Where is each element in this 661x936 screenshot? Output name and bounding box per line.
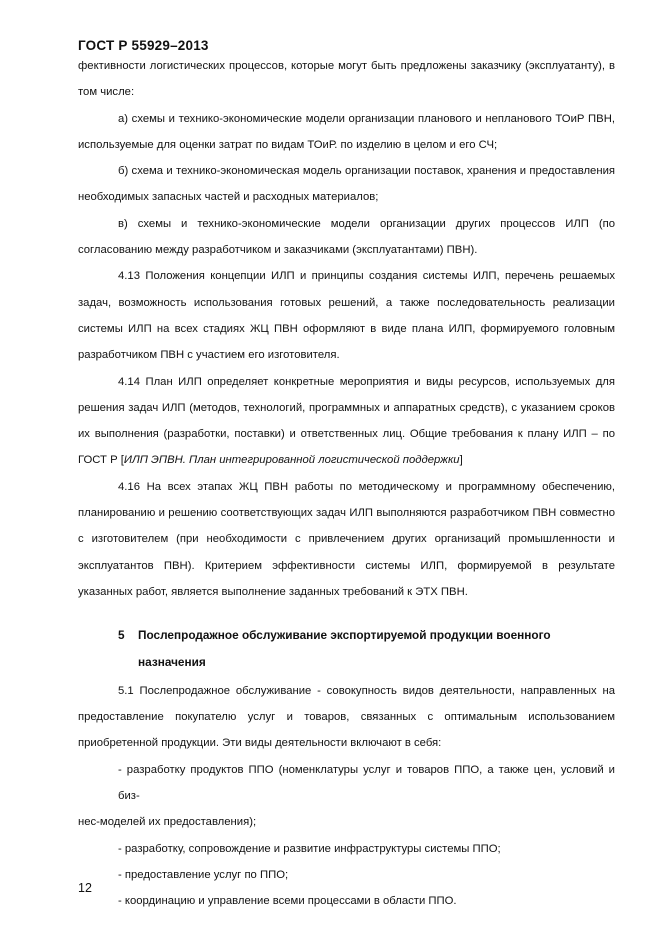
- list-item-4: - координацию и управление всеми процессами в области ППО.: [118, 895, 457, 908]
- document-number-header: ГОСТ Р 55929–2013: [78, 38, 209, 53]
- paragraph-5-1: 5.1 Послепродажное обслуживание - совокупность видов деятельности, направленных на предоставление покупателю услуг и товаров, связанных с оптимальным использованием приобретенной продукции. Эти виды деятельности включают в себя:: [78, 684, 615, 750]
- list-item-1-wrap: нес-моделей их предоставления);: [78, 816, 257, 829]
- section-heading: [78, 622, 615, 675]
- paragraph-4-13: 4.13 Положения концепции ИЛП и принципы создания системы ИЛП, перечень решаемых задач, возможность использования готовых решений, а также последовательность реализации системы ИЛП на всех стадиях ЖЦ ПВН оформляют в виде плана ИЛП, формируемого головным разработчиком ПВН с участием его изготовителя.: [78, 270, 615, 362]
- reference-close: ]: [459, 454, 463, 467]
- paragraph-4-14: [78, 369, 615, 474]
- activity-list: [78, 757, 615, 915]
- section-title-line2: назначения: [138, 654, 206, 669]
- paragraph-continuation: фективности логистических процессов, которые могут быть предложены заказчику (эксплуатанту), в том числе:: [78, 60, 615, 99]
- section-title-line1: Послепродажное обслуживание экспортируемой продукции военного: [138, 628, 551, 643]
- document-body: [78, 53, 615, 915]
- list-item-a: а) схемы и технико-экономические модели организации планового и непланового ТОиР ПВН, используемые для оценки затрат по видам ТОиР. по изделию в целом и его СЧ;: [78, 112, 615, 151]
- paragraph-4-14-text: 4.14 План ИЛП определяет конкретные мероприятия и виды ресурсов, используемых для решения задач ИЛП (методов, технологий, программных и аппаратных средств), с указанием сроков их выполнения (разработки, поставки) и ответственных лиц. Общие требования к плану ИЛП – по ГОСТ Р [: [78, 375, 615, 467]
- page-number: 12: [78, 881, 92, 895]
- list-item-2: - разработку, сопровождение и развитие инфраструктуры системы ППО;: [118, 842, 501, 855]
- list-item-b: б) схема и технико-экономическая модель организации поставок, хранения и предоставления необходимых запасных частей и расходных материалов;: [78, 165, 615, 204]
- paragraph-4-16: 4.16 На всех этапах ЖЦ ПВН работы по методическому и программному обеспечению, планированию и решению соответствующих задач ИЛП выполняются разработчиком ПВН совместно с изготовителем (при необходимости с привлечением других организаций промышленности и эксплуатантов ПВН). Критерием эффективности системы ИЛП, формируемой в результате указанных работ, является выполнение заданных требований к ЭТХ ПВН.: [78, 480, 615, 598]
- list-item-1: - разработку продуктов ППО (номенклатуры услуг и товаров ППО, а также цен, условий и биз-: [118, 763, 615, 803]
- reference-title: ИЛП ЭПВН. План интегрированной логистической поддержки: [123, 454, 460, 467]
- section-number: 5: [118, 628, 125, 643]
- list-item-3: - предоставление услуг по ППО;: [118, 868, 289, 881]
- list-item-c: в) схемы и технико-экономические модели организации других процессов ИЛП (по согласованию между разработчиком и заказчиками (эксплуатантами) ПВН).: [78, 217, 615, 257]
